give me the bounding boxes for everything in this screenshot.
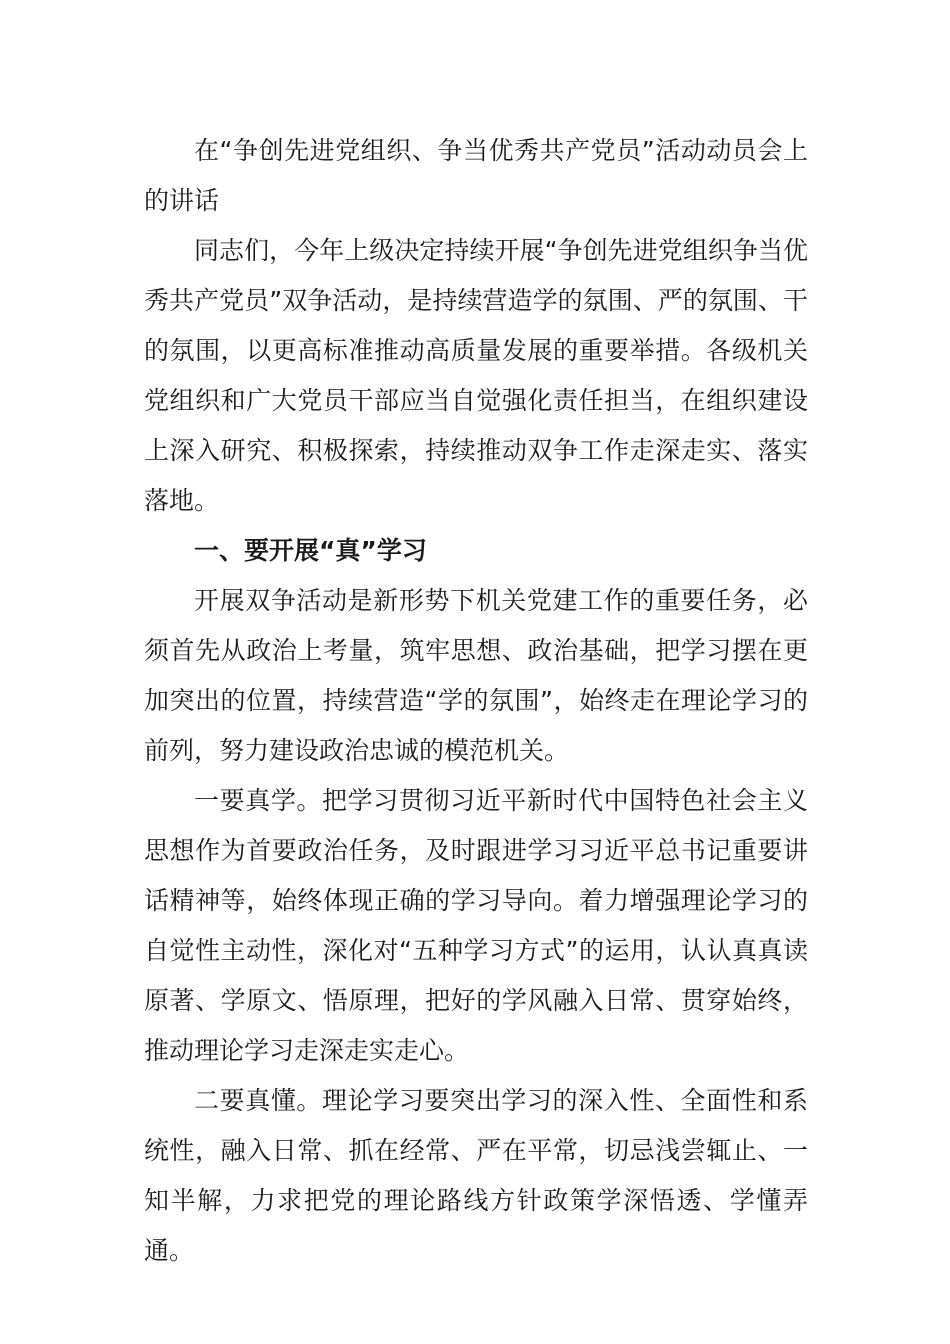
- paragraph-true-understanding: 二要真懂。理论学习要突出学习的深入性、全面性和系统性，融入日常、抓在经常、严在平常，切忌浅尝辄止、一知半解，力求把党的理论路线方针政策学深悟透、学懂弄通。: [144, 1086, 808, 1265]
- paragraph-true-study: 一要真学。把学习贯彻习近平新时代中国特色社会主义思想作为首要政治任务，及时跟进学习习近平总书记重要讲话精神等，始终体现正确的学习导向。着力增强理论学习的自觉性主动性，深化对“五种学习方式”的运用，认认真真读原著、学原文、悟原理，把好的学风融入日常、贯穿始终，推动理论学习走深走实走心。: [144, 786, 808, 1065]
- paragraph-section-intro: 开展双争活动是新形势下机关党建工作的重要任务，必须首先从政治上考量，筑牢思想、政治基础，把学习摆在更加突出的位置，持续营造“学的氛围”，始终走在理论学习的前列，努力建设政治忠诚的模范机关。: [144, 586, 808, 765]
- document-body: [144, 126, 808, 1276]
- section-heading: 一、要开展“真”学习: [194, 536, 427, 565]
- document-title: 在“争创先进党组织、争当优秀共产党员”活动动员会上的讲话: [144, 136, 808, 215]
- paragraph-intro: 同志们，今年上级决定持续开展“争创先进党组织争当优秀共产党员”双争活动，是持续营造学的氛围、严的氛围、干的氛围，以更高标准推动高质量发展的重要举措。各级机关党组织和广大党员干部应当自觉强化责任担当，在组织建设上深入研究、积极探索，持续推动双争工作走深走实、落实落地。: [144, 236, 808, 515]
